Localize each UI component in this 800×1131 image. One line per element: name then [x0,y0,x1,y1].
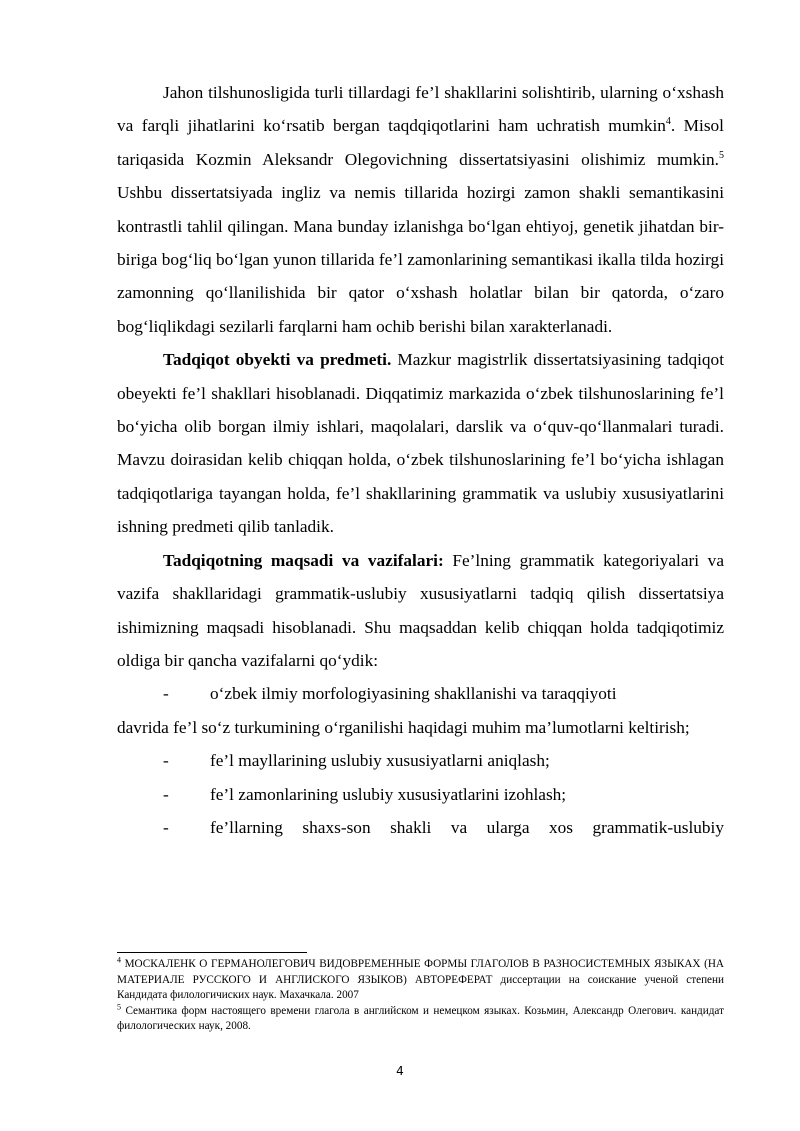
list-item-text: fe’l mayllarining uslubiy xususiyatlarni aniqlash; [210,751,550,771]
footnote-5 [117,1004,724,1035]
list-dash: - [163,751,169,771]
paragraph-text: Ushbu dissertatsiyada ingliz va nemis tillarida hozirgi zamon shakli semantikasini kontrastli tahlil qilingan. Mana bunday izlanishga bo‘lgan ehtiyoj, genetik jihatdan bir-biriga bog‘liq bo‘lgan yunon tillarida fe’l zamonlarining semantikasi ikalla tilda hozirgi zamonning qo‘llanilishida bir qator o‘xshash holatlar bilan bir qatorda, o‘zaro bog‘liqlikdagi sezilarli farqlarni ham ochib berishi bilan xarakterlanadi. [117,183,724,336]
list-item [117,744,724,777]
list-dash: - [163,817,169,837]
list-item [117,778,724,811]
list-item-text: o‘zbek ilmiy morfologiyasining shakllanishi va taraqqiyoti [210,684,617,704]
footnote-4 [117,957,724,1004]
list-item [117,677,724,744]
footnote-ref-4[interactable]: 4 [665,116,671,128]
footnotes [117,957,724,1035]
section-heading: Tadqiqotning maqsadi va vazifalari: [163,550,444,570]
list-dash: - [163,684,169,704]
paragraph-text: . Misol tariqasida Kozmin Aleksandr Olegovichning dissertatsiyasini olishimiz mumkin. [117,116,724,169]
paragraph-text: Fe’lning grammatik kategoriyalari va vazifa shakllaridagi grammatik-uslubiy xususiyatlarni tadqiq qilish dissertatsiya ishimizning maqsadi hisoblanadi. Shu maqsaddan kelib chiqqan holda tadqiqotimiz oldiga bir qancha vazifalarni qo‘ydik: [117,550,724,670]
paragraph-aims-tasks [117,544,724,678]
footnote-text: МОСКАЛЕНК О ГЕРМАНОЛЕГОВИЧ ВИДОВРЕМЕННЫЕ ФОРМЫ ГЛАГОЛОВ В РАЗНОСИСТЕМНЫХ ЯЗЫКАХ (НА МАТЕРИАЛЕ РУССКОГО И АНГЛИСКОГО ЯЗЫКОВ) АВТОРЕФЕРАТ диссертации на соискание ученой степени Кандидата филологичиских наук. Махачкала. 2007 [117,958,724,1002]
page-number: 4 [396,1064,404,1078]
list-dash: - [163,784,169,804]
paragraph-intro [117,76,724,343]
footnote-separator [117,952,307,953]
footnote-text: Семантика форм настоящего времени глагола в английском и немецком языках. Козьмин, Александр Олегович. кандидат филологических наук, 2008. [117,1004,724,1033]
footnote-mark: 5 [117,1002,121,1012]
footnote-mark: 4 [117,955,121,965]
paragraph-object-subject [117,343,724,543]
list-item-text: fe’l zamonlarining uslubiy xususiyatlarini izohlash; [210,784,567,804]
list-item [117,811,724,844]
footnote-ref-5[interactable]: 5 [719,150,724,162]
paragraph-text: Jahon tilshunosligida turli tillardagi fe’l shakllarini solishtirib, ularning o‘xshash va farqli jihatlarini ko‘rsatib bergan taqdqiqotlarini ham uchratish mumkin [117,83,724,136]
list-item-text: davrida fe’l so‘z turkumining o‘rganilishi haqidagi muhim ma’lumotlarni keltirish; [117,717,690,737]
body-text [117,76,724,844]
section-heading: Tadqiqot obyekti va predmeti. [163,350,392,370]
list-item-text: fe’llarning shaxs-son shakli va ularga xos grammatik-uslubiy [210,817,724,837]
paragraph-text: Mazkur magistrlik dissertatsiyasining tadqiqot obeyekti fe’l shakllari hisoblanadi. Diqqatimiz markazida o‘zbek tilshunoslarining fe’l bo‘yicha olib borgan ilmiy ishlari, maqolalari, darslik va o‘quv-qo‘llanmalari turadi. Mavzu doirasidan kelib chiqqan holda, o‘zbek tilshunoslarining fe’l bo‘yicha ishlagan tadqiqotlariga tayangan holda, fe’l shakllarining grammatik va uslubiy xususiyatlarini ishning predmeti qilib tanladik. [117,350,724,537]
